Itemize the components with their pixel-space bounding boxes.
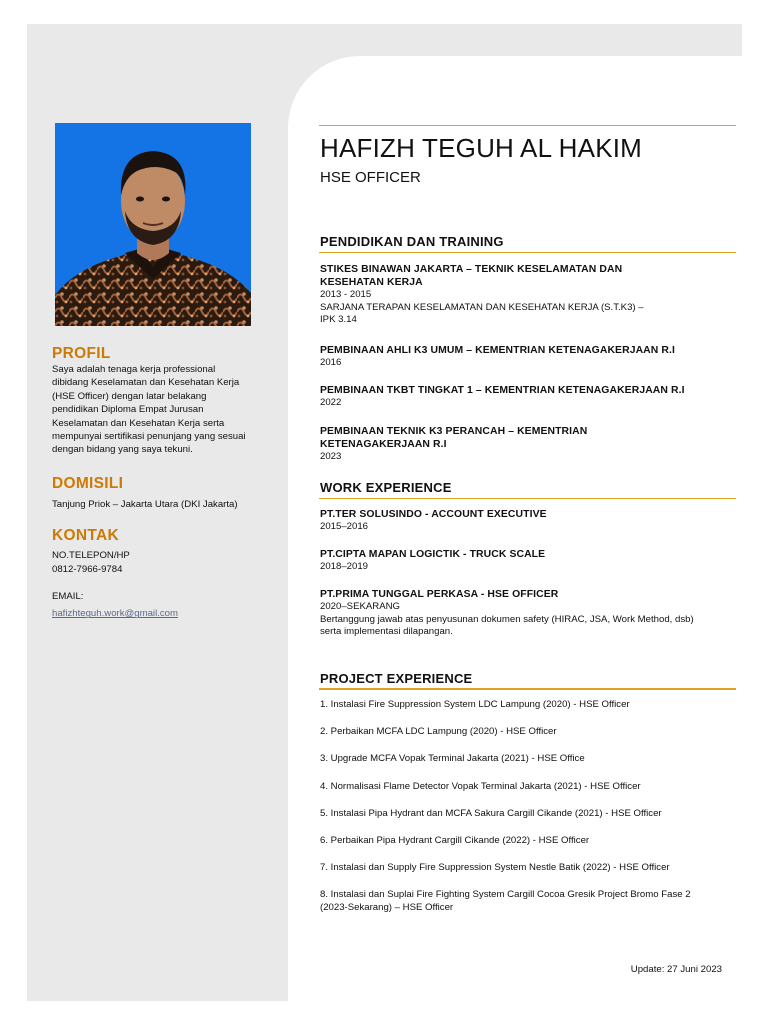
education-detail: 2023 — [320, 451, 342, 462]
sidebar-content — [52, 345, 267, 621]
main-panel-background — [288, 56, 768, 1024]
education-title: KETENAGAKERJAAN R.I — [320, 439, 447, 450]
work-period: 2018–2019 — [320, 561, 369, 572]
work-description: Bertanggung jawab atas penyusunan dokumen safety (HIRAC, JSA, Work Method, dsb) — [320, 613, 694, 625]
domisili-heading: DOMISILI — [52, 474, 124, 492]
education-heading: PENDIDIKAN DAN TRAINING — [320, 234, 504, 249]
education-detail: 2013 - 2015 — [320, 289, 372, 300]
project-item — [320, 888, 730, 914]
education-detail: IPK 3.14 — [320, 314, 357, 326]
education-title: PEMBINAAN TEKNIK K3 PERANCAH – KEMENTRIAN — [320, 426, 588, 437]
project-line: 6. Perbaikan Pipa Hydrant Cargill Cikande (2022) - HSE Officer — [320, 835, 590, 846]
education-item — [320, 425, 730, 464]
education-rule — [319, 252, 736, 253]
update-date: Update: 27 Juni 2023 — [630, 964, 722, 975]
education-title: STIKES BINAWAN JAKARTA – TEKNIK KESELAMATAN DAN — [320, 264, 623, 275]
profil-line: (HSE Officer) dengan latar belakang — [52, 390, 207, 402]
project-item — [320, 834, 730, 847]
profil-line: dengan bidang yang saya tekuni. — [52, 444, 193, 456]
work-period: 2020–SEKARANG — [320, 601, 400, 612]
project-line: (2023-Sekarang) – HSE Officer — [320, 902, 454, 913]
projects-heading: PROJECT EXPERIENCE — [320, 671, 473, 686]
work-rule — [319, 498, 736, 499]
education-item — [320, 263, 730, 327]
project-line: 1. Instalasi Fire Suppression System LDC Lampung (2020) - HSE Officer — [320, 699, 630, 710]
work-description: serta implementasi dilapangan. — [320, 626, 453, 638]
work-item — [320, 508, 730, 534]
project-item — [320, 807, 730, 820]
education-title: PEMBINAAN TKBT TINGKAT 1 – KEMENTRIAN KETENAGAKERJAAN R.I — [320, 385, 685, 396]
projects-rule — [319, 688, 736, 690]
project-line: 2. Perbaikan MCFA LDC Lampung (2020) - HSE Officer — [320, 726, 557, 737]
project-line: 3. Upgrade MCFA Vopak Terminal Jakarta (2021) - HSE Office — [320, 753, 585, 764]
project-line: 7. Instalasi dan Supply Fire Suppression System Nestle Batik (2022) - HSE Officer — [320, 862, 670, 873]
job-title: HSE OFFICER — [320, 169, 421, 186]
email-label: EMAIL: — [52, 591, 84, 603]
profil-line: dibidang Keselamatan dan Kesehatan Kerja — [52, 377, 240, 389]
domisili-text: Tanjung Priok – Jakarta Utara (DKI Jakarta) — [52, 498, 238, 510]
profile-photo — [55, 123, 251, 326]
phone-label: NO.TELEPON/HP — [52, 550, 130, 562]
profil-text — [52, 363, 267, 457]
project-line: 5. Instalasi Pipa Hydrant dan MCFA Sakura Cargill Cikande (2021) - HSE Officer — [320, 808, 662, 819]
work-item — [320, 588, 730, 639]
project-line: 4. Normalisasi Flame Detector Vopak Terminal Jakarta (2021) - HSE Officer — [320, 781, 641, 792]
email-link[interactable]: hafizhteguh.work@gmail.com — [52, 608, 178, 620]
kontak-heading: KONTAK — [52, 527, 119, 545]
project-item — [320, 780, 730, 793]
profil-heading: PROFIL — [52, 345, 111, 362]
profil-line: mempunyai sertifikasi penunjang yang sesuai — [52, 431, 246, 443]
work-title: PT.TER SOLUSINDO - ACCOUNT EXECUTIVE — [320, 509, 547, 520]
education-detail: 2022 — [320, 397, 342, 408]
education-title: KESEHATAN KERJA — [320, 277, 423, 288]
work-title: PT.PRIMA TUNGGAL PERKASA - HSE OFFICER — [320, 589, 559, 600]
work-heading: WORK EXPERIENCE — [320, 480, 452, 495]
profil-line: pendidikan Diploma Empat Jurusan — [52, 404, 204, 416]
project-item — [320, 752, 730, 765]
project-line: 8. Instalasi dan Suplai Fire Fighting System Cargill Cocoa Gresik Project Bromo Fase 2 — [320, 889, 691, 900]
person-name: HAFIZH TEGUH AL HAKIM — [320, 133, 643, 163]
work-item — [320, 548, 730, 574]
education-detail: SARJANA TERAPAN KESELAMATAN DAN KESEHATAN KERJA (S.T.K3) – — [320, 301, 644, 313]
work-period: 2015–2016 — [320, 521, 369, 532]
education-item — [320, 344, 730, 370]
profil-line: Saya adalah tenaga kerja professional — [52, 364, 216, 375]
project-item — [320, 725, 730, 738]
education-title: PEMBINAAN AHLI K3 UMUM – KEMENTRIAN KETENAGAKERJAAN R.I — [320, 345, 675, 356]
person-portrait-icon — [55, 123, 251, 326]
education-detail: 2016 — [320, 357, 342, 368]
education-item — [320, 384, 730, 410]
work-title: PT.CIPTA MAPAN LOGICTIK - TRUCK SCALE — [320, 549, 546, 560]
project-item — [320, 861, 730, 874]
phone-number: 0812-7966-9784 — [52, 563, 123, 575]
project-item — [320, 698, 730, 711]
profil-line: Keselamatan dan Kesehatan Kerja serta — [52, 417, 225, 429]
header-rule — [319, 125, 736, 126]
